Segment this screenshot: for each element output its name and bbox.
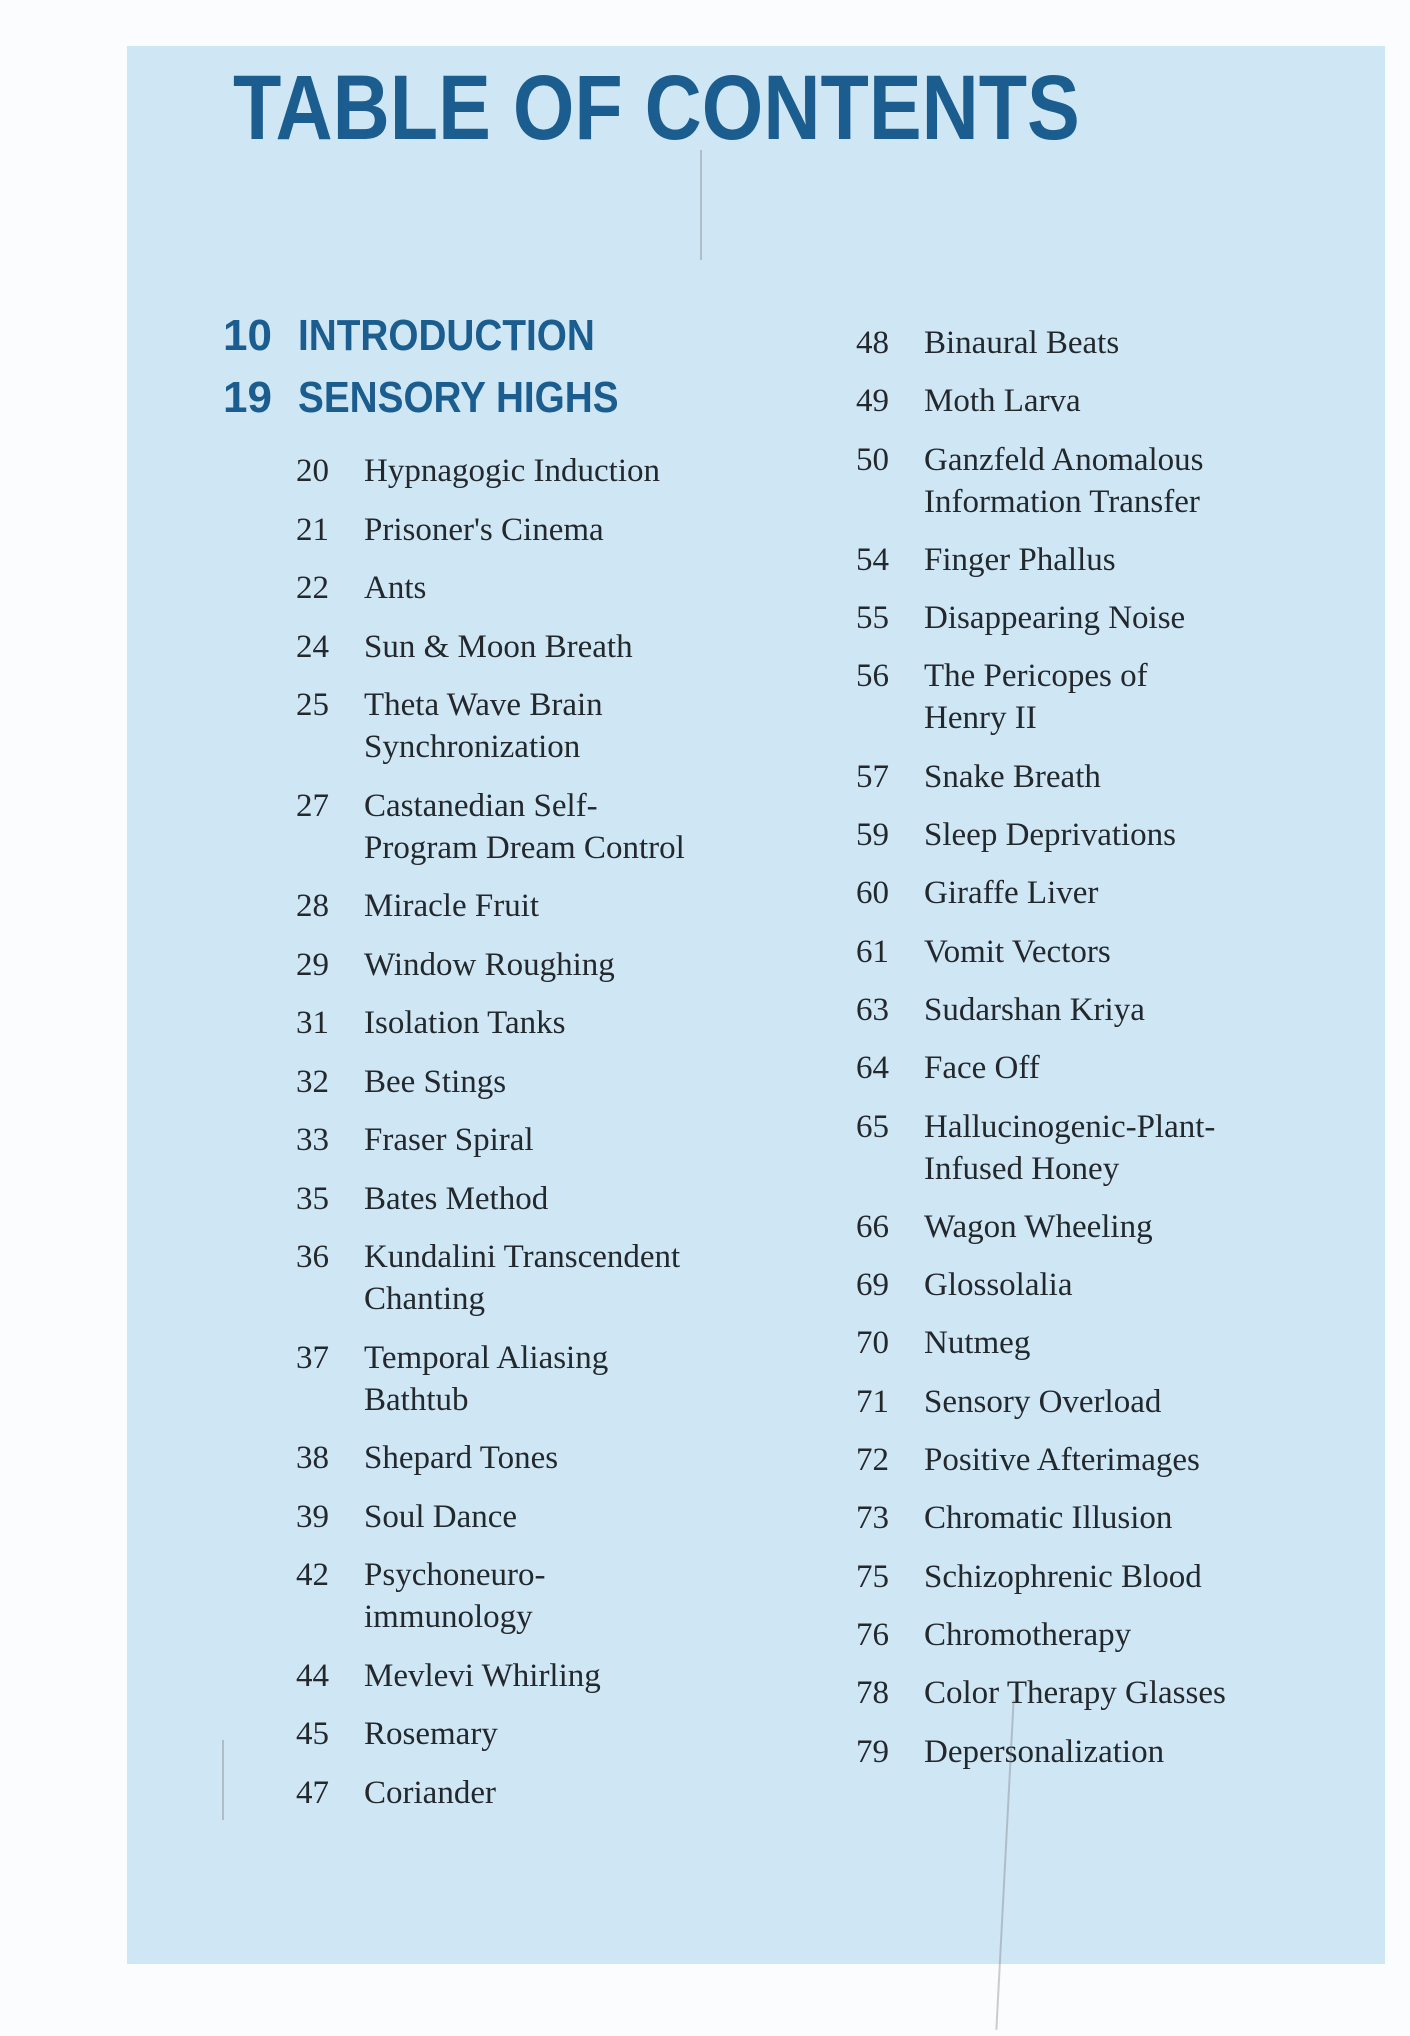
entry-title-line: Coriander — [364, 1774, 496, 1811]
entry-page-number: 39 — [296, 1498, 329, 1535]
entry-title — [364, 1554, 816, 1638]
entry-title-line: Snake Breath — [924, 758, 1101, 795]
entry-page-number: 32 — [296, 1063, 329, 1100]
entry-title — [924, 1047, 1376, 1089]
entry-title — [924, 872, 1376, 914]
toc-entry[interactable] — [296, 450, 816, 492]
section-headings — [223, 311, 823, 438]
entry-title-line: Henry II — [924, 700, 1037, 737]
toc-entry[interactable] — [296, 944, 816, 986]
entry-title-line: Glossolalia — [924, 1267, 1073, 1304]
entry-title-line: Soul Dance — [364, 1498, 518, 1535]
toc-entry[interactable] — [296, 567, 816, 609]
entry-title — [364, 1437, 816, 1479]
entry-page-number: 29 — [296, 946, 329, 983]
section-sensory-highs[interactable] — [223, 373, 823, 438]
entry-title — [364, 885, 816, 927]
entry-page-number: 48 — [856, 325, 889, 361]
toc-left-column — [296, 450, 816, 1830]
entry-page-number: 71 — [856, 1383, 889, 1420]
entry-page-number: 28 — [296, 888, 329, 924]
toc-entry[interactable] — [296, 1119, 816, 1161]
toc-entry[interactable] — [856, 989, 1376, 1031]
entry-title-line: Positive Afterimages — [924, 1442, 1200, 1479]
entry-title — [924, 380, 1376, 422]
entry-title-line: Sleep Deprivations — [924, 817, 1177, 854]
toc-entry[interactable] — [296, 1002, 816, 1044]
entry-title-line: Chanting — [364, 1281, 485, 1317]
entry-page-number: 20 — [296, 453, 329, 489]
toc-entry[interactable] — [856, 1206, 1376, 1248]
entry-page-number: 38 — [296, 1440, 329, 1476]
toc-entry[interactable] — [856, 1731, 1376, 1773]
entry-title — [364, 450, 816, 492]
entry-page-number: 45 — [296, 1716, 329, 1752]
entry-title — [364, 1061, 816, 1103]
toc-entry[interactable] — [856, 322, 1376, 364]
entry-title — [924, 1322, 1376, 1364]
entry-page-number: 69 — [856, 1267, 889, 1304]
entry-title — [924, 539, 1376, 581]
toc-entry[interactable] — [296, 1437, 816, 1479]
entry-title-line: Shepard Tones — [364, 1440, 559, 1476]
toc-entry[interactable] — [296, 1496, 816, 1538]
entry-page-number: 56 — [856, 658, 889, 695]
entry-page-number: 75 — [856, 1558, 889, 1595]
toc-entry[interactable] — [856, 439, 1376, 523]
entry-title-line: Bee Stings — [364, 1063, 507, 1100]
toc-entry[interactable] — [856, 756, 1376, 798]
entry-page-number: 78 — [856, 1675, 889, 1712]
paper-crease-line — [222, 1740, 224, 1820]
toc-entry[interactable] — [296, 885, 816, 927]
toc-entry[interactable] — [856, 1264, 1376, 1306]
entry-title — [364, 626, 816, 668]
section-introduction[interactable] — [223, 311, 823, 376]
entry-title — [364, 1655, 816, 1697]
entry-page-number: 57 — [856, 758, 889, 795]
toc-entry[interactable] — [296, 1236, 816, 1320]
entry-page-number: 35 — [296, 1180, 329, 1217]
entry-title-line: Synchronization — [364, 729, 581, 765]
entry-title-line: Castanedian Self- — [364, 787, 598, 824]
section-page-number: 10 — [223, 311, 272, 360]
section-title: SENSORY HIGHS — [298, 373, 619, 422]
toc-entry[interactable] — [856, 1381, 1376, 1423]
toc-entry[interactable] — [296, 1337, 816, 1421]
entry-title-line: Program Dream Control — [364, 829, 685, 866]
entry-title-line: immunology — [364, 1599, 533, 1635]
entry-title — [364, 1496, 816, 1538]
entry-page-number: 24 — [296, 628, 329, 665]
entry-title — [364, 944, 816, 986]
entry-title-line: Theta Wave Brain — [364, 687, 603, 723]
entry-page-number: 61 — [856, 933, 889, 970]
entry-title — [364, 1178, 816, 1220]
entry-page-number: 60 — [856, 875, 889, 912]
entry-title — [364, 567, 816, 609]
entry-page-number: 25 — [296, 687, 329, 723]
toc-entry[interactable] — [856, 1047, 1376, 1089]
toc-entry[interactable] — [856, 1497, 1376, 1539]
entry-title — [364, 1772, 816, 1814]
entry-title — [364, 684, 816, 768]
entry-title-line: Color Therapy Glasses — [924, 1675, 1226, 1712]
entry-title-line: Schizophrenic Blood — [924, 1558, 1202, 1595]
toc-entry[interactable] — [296, 785, 816, 869]
entry-title-line: Fraser Spiral — [364, 1122, 534, 1158]
entry-page-number: 63 — [856, 991, 889, 1028]
entry-title — [924, 1381, 1376, 1423]
page-title: TABLE OF CONTENTS — [233, 57, 1080, 159]
entry-page-number: 33 — [296, 1122, 329, 1158]
toc-entry[interactable] — [296, 1655, 816, 1697]
toc-entry[interactable] — [856, 1106, 1376, 1190]
entry-title-line: Hypnagogic Induction — [364, 453, 661, 489]
toc-right-column — [856, 322, 1376, 1789]
toc-entry[interactable] — [856, 931, 1376, 973]
toc-entry[interactable] — [856, 1614, 1376, 1656]
entry-title — [924, 597, 1376, 639]
entry-title-line: Prisoner's Cinema — [364, 511, 604, 548]
entry-title-line: Ganzfeld Anomalous — [924, 441, 1204, 478]
entry-title — [924, 322, 1376, 364]
entry-page-number: 66 — [856, 1208, 889, 1245]
toc-entry[interactable] — [856, 597, 1376, 639]
entry-title — [364, 1236, 816, 1320]
entry-title-line: Sudarshan Kriya — [924, 991, 1145, 1028]
entry-title — [924, 814, 1376, 856]
entry-title-line: The Pericopes of — [924, 658, 1148, 695]
entry-page-number: 47 — [296, 1774, 329, 1811]
entry-page-number: 55 — [856, 600, 889, 637]
entry-title-line: Moth Larva — [924, 383, 1081, 420]
entry-title — [364, 1337, 816, 1421]
entry-page-number: 21 — [296, 511, 329, 548]
entry-title — [364, 1119, 816, 1161]
entry-title-line: Depersonalization — [924, 1733, 1165, 1770]
entry-title — [924, 655, 1376, 739]
entry-page-number: 65 — [856, 1108, 889, 1145]
entry-title — [364, 1713, 816, 1755]
entry-title-line: Chromatic Illusion — [924, 1500, 1173, 1537]
entry-page-number: 49 — [856, 383, 889, 420]
toc-entry[interactable] — [296, 1772, 816, 1814]
entry-title-line: Hallucinogenic-Plant- — [924, 1108, 1216, 1145]
entry-title-line: Sun & Moon Breath — [364, 628, 633, 665]
entry-title-line: Information Transfer — [924, 483, 1200, 520]
entry-title — [924, 439, 1376, 523]
entry-title-line: Binaural Beats — [924, 325, 1120, 361]
entry-title — [364, 1002, 816, 1044]
toc-entry[interactable] — [856, 655, 1376, 739]
section-page-number: 19 — [223, 373, 272, 422]
toc-entry[interactable] — [856, 1439, 1376, 1481]
entry-page-number: 70 — [856, 1325, 889, 1362]
entry-title — [924, 1264, 1376, 1306]
toc-entry[interactable] — [296, 626, 816, 668]
toc-entry[interactable] — [296, 1061, 816, 1103]
section-title: INTRODUCTION — [298, 311, 595, 360]
entry-page-number: 64 — [856, 1050, 889, 1087]
entry-title-line: Rosemary — [364, 1716, 498, 1752]
toc-entry[interactable] — [296, 1178, 816, 1220]
entry-title-line: Psychoneuro- — [364, 1557, 546, 1593]
entry-page-number: 37 — [296, 1339, 329, 1376]
toc-entry[interactable] — [856, 1672, 1376, 1714]
entry-title-line: Kundalini Transcendent — [364, 1239, 681, 1275]
entry-page-number: 50 — [856, 441, 889, 478]
entry-title-line: Mevlevi Whirling — [364, 1657, 601, 1694]
entry-title — [924, 1614, 1376, 1656]
entry-title — [924, 1106, 1376, 1190]
entry-title — [924, 931, 1376, 973]
toc-entry[interactable] — [296, 684, 816, 768]
entry-page-number: 72 — [856, 1442, 889, 1479]
entry-title-line: Nutmeg — [924, 1325, 1031, 1362]
entry-title — [924, 989, 1376, 1031]
entry-title-line: Temporal Aliasing — [364, 1339, 609, 1376]
entry-title-line: Face Off — [924, 1050, 1040, 1087]
entry-title — [924, 1556, 1376, 1598]
toc-entry[interactable] — [856, 539, 1376, 581]
entry-title — [924, 756, 1376, 798]
entry-page-number: 73 — [856, 1500, 889, 1537]
entry-title-line: Finger Phallus — [924, 541, 1116, 578]
entry-title-line: Wagon Wheeling — [924, 1208, 1153, 1245]
entry-title-line: Giraffe Liver — [924, 875, 1099, 912]
entry-page-number: 36 — [296, 1239, 329, 1275]
entry-title-line: Bathtub — [364, 1381, 469, 1418]
entry-title-line: Chromotherapy — [924, 1616, 1132, 1653]
toc-entry[interactable] — [856, 1556, 1376, 1598]
entry-title-line: Window Roughing — [364, 946, 615, 983]
entry-title-line: Bates Method — [364, 1180, 549, 1217]
entry-title — [364, 509, 816, 551]
entry-page-number: 44 — [296, 1657, 329, 1694]
entry-page-number: 27 — [296, 787, 329, 824]
toc-entry[interactable] — [296, 1554, 816, 1638]
entry-title — [924, 1439, 1376, 1481]
toc-entry[interactable] — [296, 1713, 816, 1755]
entry-title-line: Ants — [364, 570, 427, 606]
toc-entry[interactable] — [296, 509, 816, 551]
entry-page-number: 31 — [296, 1005, 329, 1041]
entry-title — [924, 1206, 1376, 1248]
paper-crease-line — [700, 150, 702, 260]
entry-title — [924, 1497, 1376, 1539]
entry-page-number: 59 — [856, 817, 889, 854]
toc-entry[interactable] — [856, 814, 1376, 856]
entry-page-number: 79 — [856, 1733, 889, 1770]
entry-title-line: Disappearing Noise — [924, 600, 1186, 637]
entry-title — [924, 1731, 1376, 1773]
entry-page-number: 22 — [296, 570, 329, 606]
entry-title — [924, 1672, 1376, 1714]
entry-title-line: Sensory Overload — [924, 1383, 1162, 1420]
entry-page-number: 54 — [856, 541, 889, 578]
entry-title — [364, 785, 816, 869]
toc-entry[interactable] — [856, 380, 1376, 422]
entry-title-line: Vomit Vectors — [924, 933, 1111, 970]
toc-entry[interactable] — [856, 1322, 1376, 1364]
entry-title-line: Isolation Tanks — [364, 1005, 566, 1041]
entry-page-number: 76 — [856, 1616, 889, 1653]
toc-entry[interactable] — [856, 872, 1376, 914]
entry-page-number: 42 — [296, 1557, 329, 1593]
entry-title-line: Miracle Fruit — [364, 888, 540, 924]
entry-title-line: Infused Honey — [924, 1150, 1120, 1187]
